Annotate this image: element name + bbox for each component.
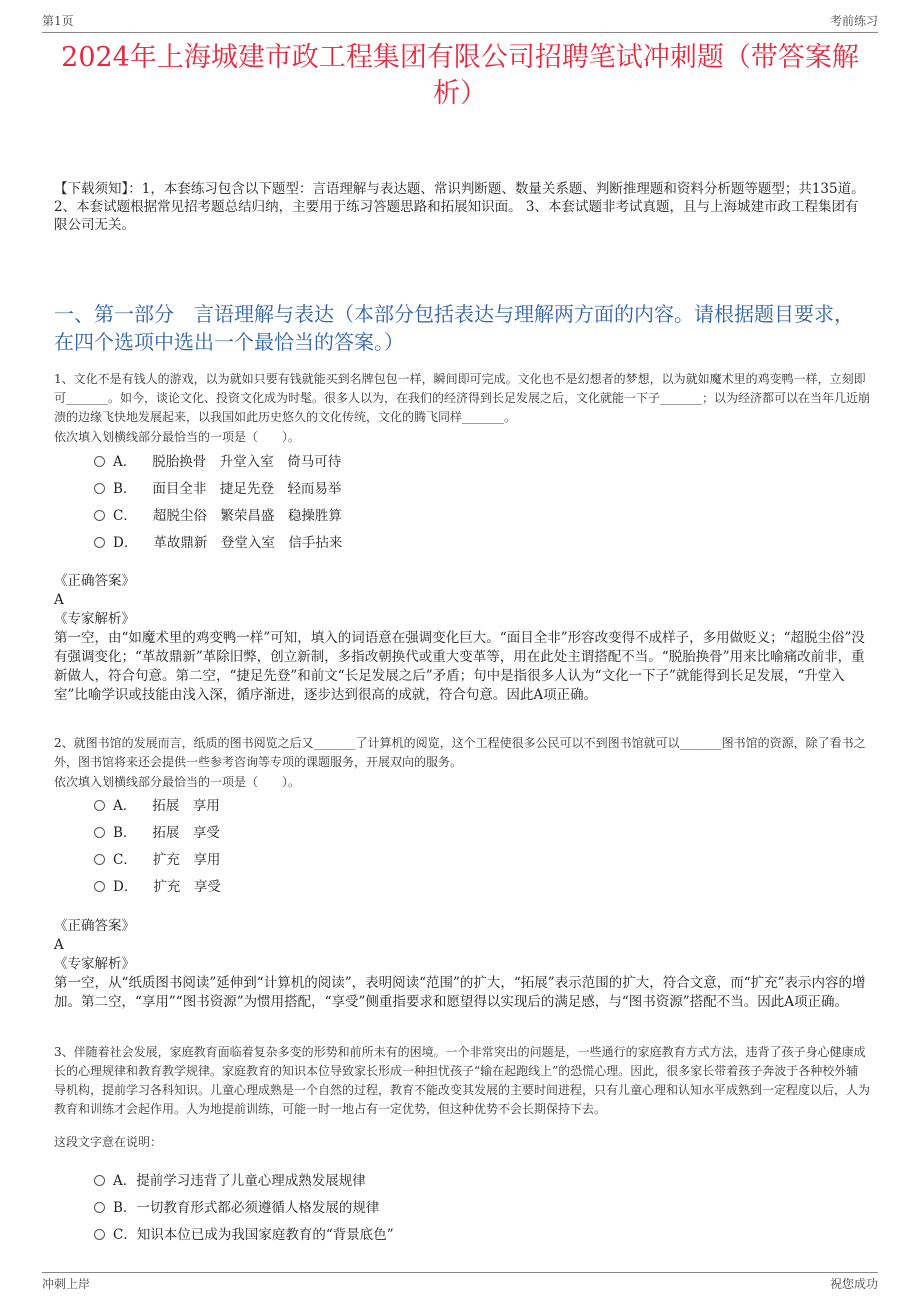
radio-icon[interactable] xyxy=(94,483,105,494)
question-2-answer-block xyxy=(54,917,870,974)
question-1-options xyxy=(94,446,342,554)
answer-value: A xyxy=(54,937,64,953)
footer-right-text: 祝您成功 xyxy=(829,1277,878,1291)
radio-icon[interactable] xyxy=(94,854,105,865)
radio-icon[interactable] xyxy=(94,800,105,811)
radio-icon[interactable] xyxy=(94,456,105,467)
question-1-option-d[interactable]: D． 革故鼎新 登堂入室 信手拈来 xyxy=(94,527,342,554)
question-3-option-b[interactable]: B． 一切教育形式都必须遵循人格发展的规律 xyxy=(94,1192,394,1219)
question-3-options xyxy=(94,1165,394,1246)
answer-label: 《正确答案》 xyxy=(54,573,135,589)
download-notice: 【下载须知】：1，本套练习包含以下题型：言语理解与表达题、常识判断题、数量关系题、判断推理题和资料分析题等题型；共135道。 2、本套试题根据常见招考题总结归纳，主要用于练习答题思路和拓展知识面。 3、本套试题非考试真题，且与上海城建市政工程集团有限公司无关。 xyxy=(54,181,865,233)
question-1-answer-block xyxy=(54,572,870,629)
question-3-prompt: 这段文字意在说明： xyxy=(54,1135,163,1149)
question-1-option-a[interactable]: A． 脱胎换骨 升堂入室 倚马可待 xyxy=(94,446,342,473)
radio-icon[interactable] xyxy=(94,537,105,548)
question-3-option-a[interactable]: A． 提前学习违背了儿童心理成熟发展规律 xyxy=(94,1165,394,1192)
page-number: 第1页 xyxy=(42,14,74,28)
radio-icon[interactable] xyxy=(94,881,105,892)
answer-value: A xyxy=(54,592,64,608)
question-1-prompt: 依次填入划横线部分最恰当的一项是（ ）。 xyxy=(54,430,301,444)
question-1-option-b[interactable]: B． 面目全非 捷足先登 轻而易举 xyxy=(94,473,342,500)
question-1-explanation: 第一空，由“如魔术里的鸡变鸭一样”可知，填入的词语意在强调变化巨大。“面目全非”形容改变得不成样子，多用做贬义；“超脱尘俗”没有强调变化；“革故鼎新”革除旧弊，创立新制，多指改朝换代或重大变革等，用在此处主谓搭配不当。“脱胎换骨”用来比喻痛改前非，重新做人，符合句意。第二空，“捷足先登”和前文“长足发展之后”矛盾；句中是指很多人认为“文化一下子”就能得到长足发展，“升堂入室”比喻学识或技能由浅入深，循序渐进，逐步达到很高的成就，符合句意。因此A项正确。 xyxy=(54,630,865,703)
question-3-stem: 3、伴随着社会发展，家庭教育面临着复杂多变的形势和前所未有的困境。一个非常突出的问题是，一些通行的家庭教育方式方法，违背了孩子身心健康成长的心理规律和教育教学规律。家庭教育的知识本位导致家长形成一种担忧孩子“输在起跑线上”的恐慌心理。因此，很多家长带着孩子奔波于各种校外辅导机构，提前学习各科知识。儿童心理成熟是一个自然的过程，教育不能改变其发展的主要时间进程，只有儿童心理和认知水平成熟到一定程度以后，人为教育和训练才会起作用。人为地提前训练，可能一时一地占有一定优势，但这种优势不会长期保持下去。 xyxy=(54,1045,871,1116)
question-1-option-c[interactable]: C． 超脱尘俗 繁荣昌盛 稳操胜算 xyxy=(94,500,342,527)
radio-icon[interactable] xyxy=(94,1175,105,1186)
question-1-stem: 1、文化不是有钱人的游戏，以为就如只要有钱就能买到名牌包包一样，瞬间即可完成。文化也不是幻想者的梦想，以为就如魔术里的鸡变鸭一样，立刻即可_______。如今，谈论文化、投资文化成为时髦。很多人以为，在我们的经济得到长足发展之后，文化就能一下子_______；以为经济都可以在当年几近崩溃的边缘飞快地发展起来，以我国如此历史悠久的文化传统，文化的腾飞同样_______。 xyxy=(54,372,871,424)
question-2-option-a[interactable]: A． 拓展 享用 xyxy=(94,790,221,817)
question-2-option-c[interactable]: C． 扩充 享用 xyxy=(94,844,221,871)
question-2-prompt: 依次填入划横线部分最恰当的一项是（ ）。 xyxy=(54,775,301,789)
radio-icon[interactable] xyxy=(94,510,105,521)
radio-icon[interactable] xyxy=(94,1202,105,1213)
question-2-options xyxy=(94,790,221,898)
question-2-stem: 2、就图书馆的发展而言，纸质的图书阅览之后又_______了计算机的阅览，这个工程使很多公民可以不到图书馆就可以_______图书馆的资源，除了看书之外，图书馆将来还会提供一些参考咨询等专项的课题服务，开展双向的服务。 xyxy=(54,736,866,769)
question-3-option-c[interactable]: C． 知识本位已成为我国家庭教育的“背景底色” xyxy=(94,1219,394,1246)
page-footer xyxy=(42,1272,878,1295)
footer-left-text: 冲刺上岸 xyxy=(42,1277,91,1291)
radio-icon[interactable] xyxy=(94,1229,105,1240)
explain-label: 《专家解析》 xyxy=(54,956,135,972)
question-2-option-b[interactable]: B． 拓展 享受 xyxy=(94,817,221,844)
document-title: 2024年上海城建市政工程集团有限公司招聘笔试冲刺题（带答案解析） xyxy=(61,42,859,109)
section-heading: 一、第一部分 言语理解与表达（本部分包括表达与理解两方面的内容。请根据题目要求，在四个选项中选出一个最恰当的答案。） xyxy=(54,302,854,354)
question-2-option-d[interactable]: D． 扩充 享受 xyxy=(94,871,221,898)
answer-label: 《正确答案》 xyxy=(54,918,135,934)
question-2-explanation: 第一空，从“纸质图书阅读”延伸到“计算机的阅读”，表明阅读“范围”的扩大，“拓展”表示范围的扩大，符合文意，而“扩充”表示内容的增加。第二空，“享用”“图书资源”为惯用搭配，“享受”侧重指要求和愿望得以实现后的满足感，与“图书资源”搭配不当。因此A项正确。 xyxy=(54,975,866,1010)
radio-icon[interactable] xyxy=(94,827,105,838)
explain-label: 《专家解析》 xyxy=(54,611,135,627)
page-header xyxy=(42,12,878,33)
header-right-text: 考前练习 xyxy=(829,14,878,28)
